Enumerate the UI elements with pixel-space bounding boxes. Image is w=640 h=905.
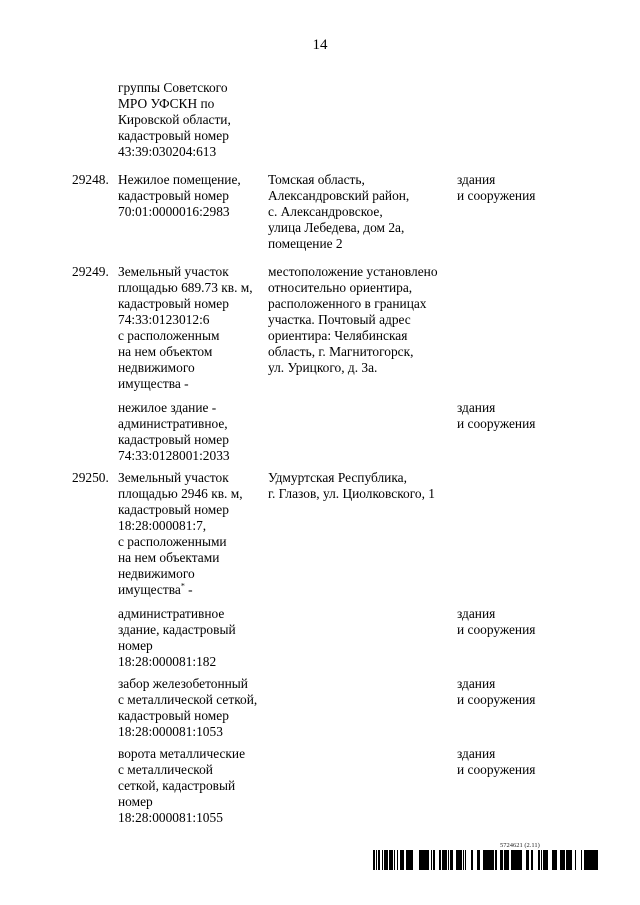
entry-name-line: Земельный участок	[118, 470, 229, 485]
sub-item-name-line: 18:28:000081:1053	[118, 724, 223, 739]
entry-address-line: улица Лебедева, дом 2а,	[268, 220, 405, 235]
entry-name-line: на нем объектами	[118, 550, 220, 565]
entry-address-line: Александровский район,	[268, 188, 410, 203]
entry-name-text: имущества	[118, 582, 181, 597]
entry-name-line: 74:33:0123012:6	[118, 312, 210, 327]
sub-item-name-line: забор железобетонный	[118, 676, 248, 691]
sub-item-name-line: 18:28:000081:182	[118, 654, 217, 669]
sub-item-name-line: ворота металлические	[118, 746, 246, 761]
entry-address-line: расположенного в границах	[268, 296, 427, 311]
sub-item-category-line: и сооружения	[457, 622, 536, 637]
sub-item-name-line: здание, кадастровый	[118, 622, 236, 637]
sub-item-name-line: кадастровый номер	[118, 432, 229, 447]
document-code: 5724621 (2.11)	[500, 842, 540, 849]
entry-name-line: 18:28:000081:7,	[118, 518, 207, 533]
sub-item-name-line: 18:28:000081:1055	[118, 810, 223, 825]
entry-name-line: площадью 689.73 кв. м,	[118, 280, 253, 295]
entry-name-suffix: -	[184, 582, 193, 597]
entry-address-line: помещение 2	[268, 236, 343, 251]
entry-address-line: г. Глазов, ул. Циолковского, 1	[268, 486, 435, 501]
footnote-mark: *	[180, 581, 185, 591]
text-line: МРО УФСКН по	[118, 96, 215, 111]
sub-item-name-line: нежилое здание -	[118, 400, 217, 415]
sub-item-category-line: здания	[457, 676, 496, 691]
entry-name-line: имущества -	[118, 376, 189, 391]
entry-name-line: 70:01:0000016:2983	[118, 204, 230, 219]
sub-item-name-line: административное,	[118, 416, 228, 431]
entry-category-line: здания	[457, 172, 496, 187]
entry-address-line: Томская область,	[268, 172, 365, 187]
entry-address-line: с. Александровское,	[268, 204, 383, 219]
entry-name-line: с расположенным	[118, 328, 220, 343]
text-line: кадастровый номер	[118, 128, 229, 143]
entry-address-line: область, г. Магнитогорск,	[268, 344, 414, 359]
text-line: 43:39:030204:613	[118, 144, 217, 159]
entry-number: 29250.	[72, 470, 109, 485]
page-number: 14	[312, 37, 328, 53]
entry-number: 29249.	[72, 264, 109, 279]
sub-item-name-line: с металлической	[118, 762, 213, 777]
sub-item-category-line: и сооружения	[457, 416, 536, 431]
sub-item-category-line: здания	[457, 746, 496, 761]
sub-item-name-line: с металлической сеткой,	[118, 692, 258, 707]
sub-item-category-line: и сооружения	[457, 692, 536, 707]
entry-name-line: Нежилое помещение,	[118, 172, 241, 187]
entry-address-line: относительно ориентира,	[268, 280, 413, 295]
entry-address-line: ориентира: Челябинская	[268, 328, 408, 343]
entry-name-line: кадастровый номер	[118, 188, 229, 203]
entry-name-line: недвижимого	[118, 566, 195, 581]
entry-name-line: на нем объектом	[118, 344, 213, 359]
text-line: группы Советского	[118, 80, 228, 95]
text-line: Кировской области,	[118, 112, 231, 127]
sub-item-name-line: административное	[118, 606, 225, 621]
entry-category-line: и сооружения	[457, 188, 536, 203]
entry-name-line: с расположенными	[118, 534, 227, 549]
entry-address-line: ул. Урицкого, д. 3а.	[268, 360, 378, 375]
sub-item-name-line: кадастровый номер	[118, 708, 229, 723]
entry-name-line: кадастровый номер	[118, 296, 229, 311]
entry-name-line: Земельный участок	[118, 264, 229, 279]
sub-item-name-line: номер	[118, 638, 153, 653]
barcode-image	[372, 850, 598, 870]
entry-name-line: площадью 2946 кв. м,	[118, 486, 243, 501]
sub-item-category-line: и сооружения	[457, 762, 536, 777]
sub-item-name-line: 74:33:0128001:2033	[118, 448, 230, 463]
sub-item-category-line: здания	[457, 400, 496, 415]
sub-item-category-line: здания	[457, 606, 496, 621]
entry-name-line: кадастровый номер	[118, 502, 229, 517]
sub-item-name-line: сеткой, кадастровый	[118, 778, 236, 793]
entry-address-line: Удмуртская Республика,	[268, 470, 407, 485]
entry-address-line: местоположение установлено	[268, 264, 438, 279]
entry-number: 29248.	[72, 172, 109, 187]
entry-name-line-last	[118, 582, 193, 598]
entry-name-line: недвижимого	[118, 360, 195, 375]
sub-item-name-line: номер	[118, 794, 153, 809]
entry-address-line: участка. Почтовый адрес	[268, 312, 411, 327]
